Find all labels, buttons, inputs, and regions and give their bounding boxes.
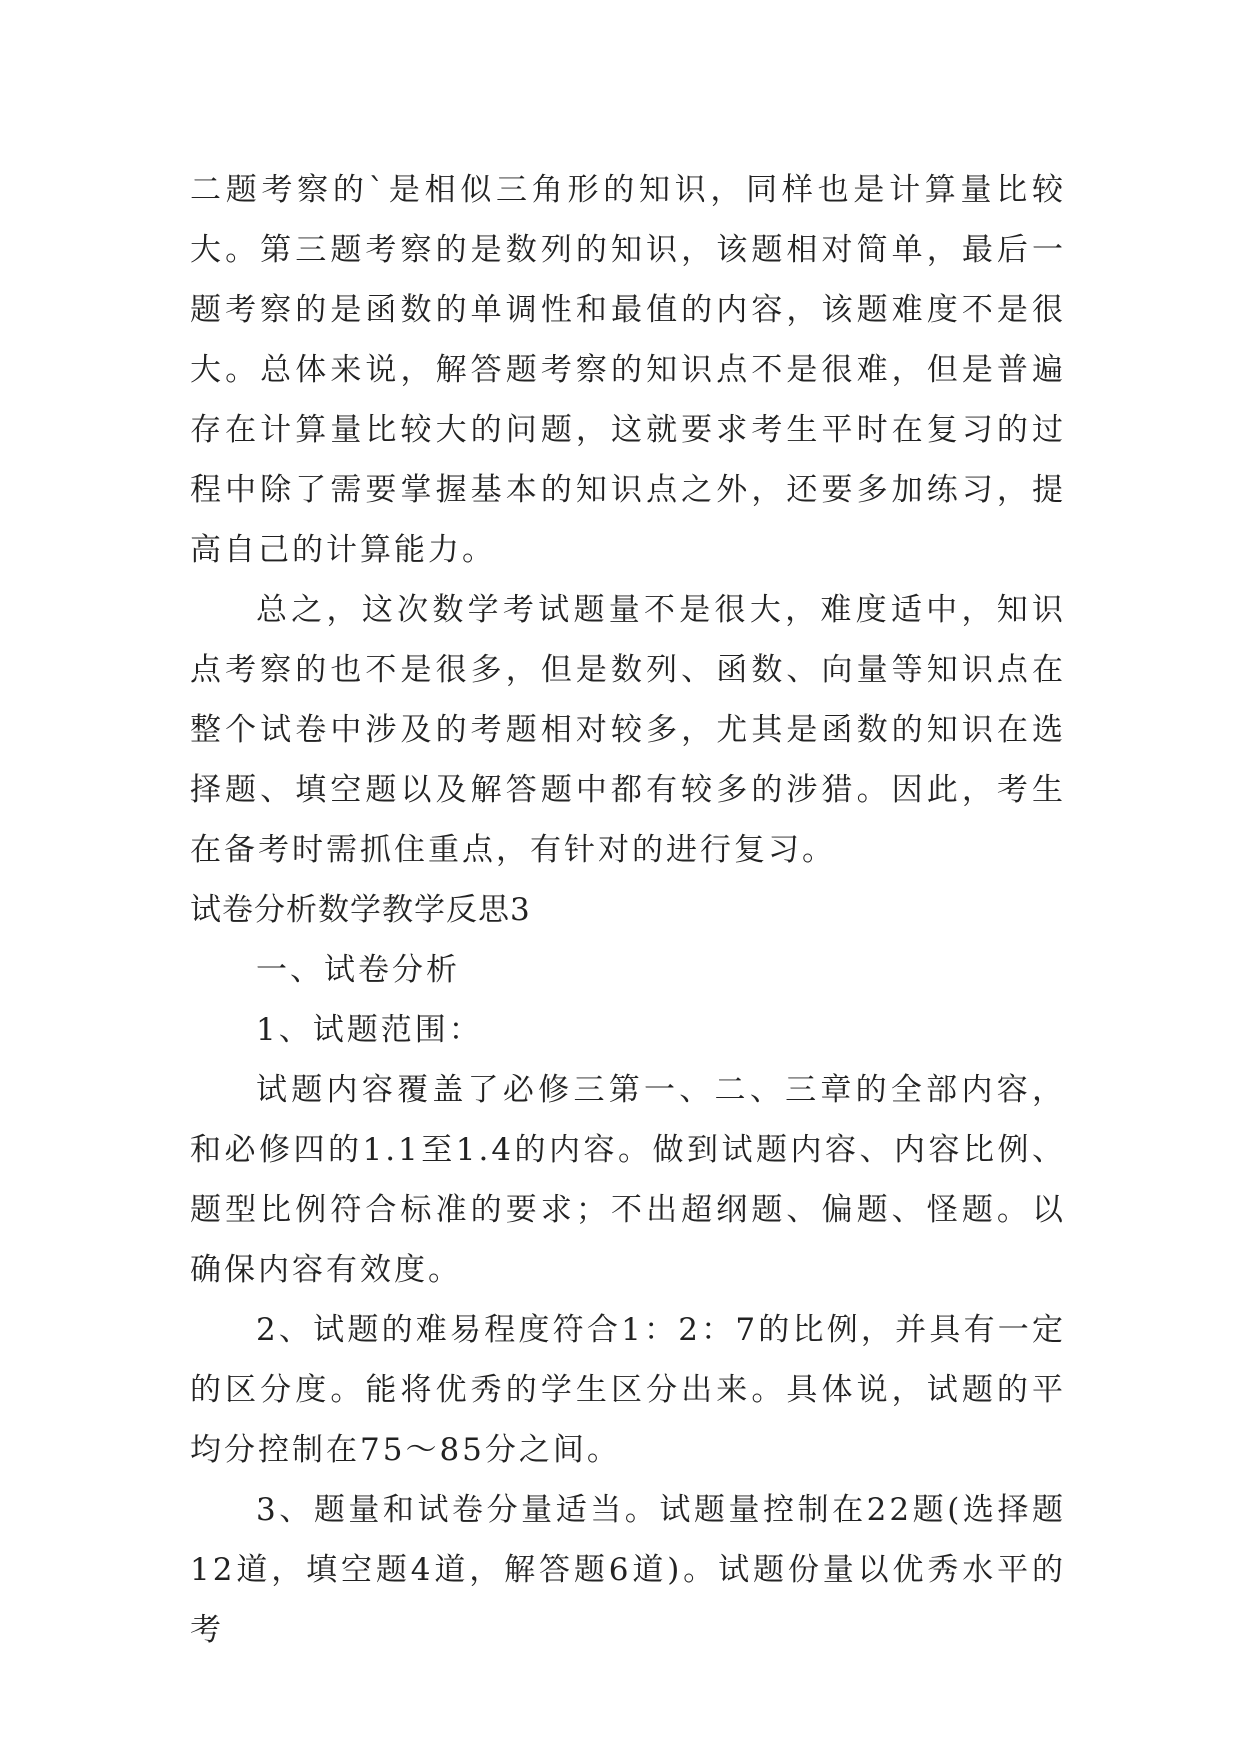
item-3-quantity: 3、题量和试卷分量适当。试题量控制在22题(选择题12道，填空题4道，解答题6道)。试题份量以优秀水平的考: [190, 1492, 1066, 1648]
paragraph-scope-detail: 试题内容覆盖了必修三第一、二、三章的全部内容，和必修四的1.1至1.4的内容。做到试题内容、内容比例、题型比例符合标准的要求；不出超纲题、偏题、怪题。以确保内容有效度。: [190, 1072, 1066, 1288]
subheading-paper-analysis: 一、试卷分析: [256, 952, 460, 988]
paragraph-answer-analysis: 二题考察的`是相似三角形的知识，同样也是计算量比较大。第三题考察的是数列的知识，该题相对简单，最后一题考察的是函数的单调性和最值的内容，该题难度不是很大。总体来说，解答题考察的知识点不是很难，但是普遍存在计算量比较大的问题，这就要求考生平时在复习的过程中除了需要掌握基本的知识点之外，还要多加练习，提高自己的计算能力。: [190, 172, 1066, 568]
document-body: [190, 160, 1066, 1660]
paragraph-summary: 总之，这次数学考试题量不是很大，难度适中，知识点考察的也不是很多，但是数列、函数、向量等知识点在整个试卷中涉及的考题相对较多，尤其是函数的知识在选择题、填空题以及解答题中都有较多的涉猎。因此，考生在备考时需抓住重点，有针对的进行复习。: [190, 592, 1066, 868]
item-2-difficulty: 2、试题的难易程度符合1：2：7的比例，并具有一定的区分度。能将优秀的学生区分出来。具体说，试题的平均分控制在75～85分之间。: [190, 1312, 1066, 1468]
item-1-scope: 1、试题范围：: [256, 1012, 483, 1048]
section-heading: 试卷分析数学教学反思3: [190, 892, 531, 928]
